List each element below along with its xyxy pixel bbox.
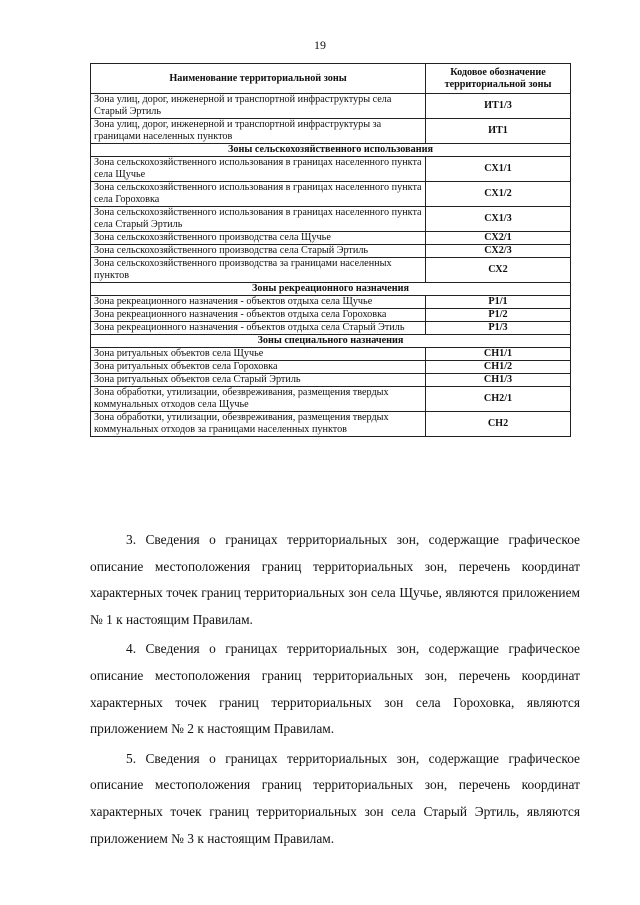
header-zone-name: Наименование территориальной зоны: [91, 64, 426, 94]
table-row: [91, 309, 571, 322]
zone-name-cell: Зона улиц, дорог, инженерной и транспортной инфраструктуры села Старый Эртиль: [91, 94, 426, 119]
table-row: [91, 245, 571, 258]
zone-name-cell: Зона рекреационного назначения - объектов отдыха села Щучье: [91, 296, 426, 309]
paragraph-4: 4. Сведения о границах территориальных зон, содержащие графическое описание местоположения границ территориальных зон, перечень координат характерных точек границ территориальных зон села Гороховка, являются приложением № 2 к настоящим Правилам.: [90, 641, 580, 737]
paragraph-3: 3. Сведения о границах территориальных зон, содержащие графическое описание местоположения границ территориальных зон, перечень координат характерных точек границ территориальных зон села Щучье, являются приложением № 1 к настоящим Правилам.: [90, 532, 580, 627]
table-section-row: [91, 283, 571, 296]
zone-name-cell: Зона сельскохозяйственного использования в границах населенного пункта села Гороховка: [91, 182, 426, 207]
territorial-zones-table: [90, 63, 571, 437]
section-title: Зоны рекреационного назначения: [91, 283, 571, 296]
zone-code-cell: Р1/2: [426, 309, 571, 322]
body-text: [90, 527, 580, 855]
section-title: Зоны сельскохозяйственного использования: [91, 144, 571, 157]
zone-name-cell: Зона ритуальных объектов села Старый Эртиль: [91, 374, 426, 387]
zone-code-cell: СН1/3: [426, 374, 571, 387]
table-row: [91, 412, 571, 437]
zone-name-cell: Зона ритуальных объектов села Щучье: [91, 348, 426, 361]
table-row: [91, 94, 571, 119]
zone-code-cell: Р1/3: [426, 322, 571, 335]
zone-name-cell: Зона ритуальных объектов села Гороховка: [91, 361, 426, 374]
table-row: [91, 322, 571, 335]
table-row: [91, 296, 571, 309]
zone-code-cell: СХ2/1: [426, 232, 571, 245]
header-zone-code: Кодовое обозначение территориальной зоны: [426, 64, 571, 94]
zone-name-cell: Зона рекреационного назначения - объектов отдыха села Старый Этиль: [91, 322, 426, 335]
table-row: [91, 232, 571, 245]
table-header-row: [91, 64, 571, 94]
zone-code-cell: СН2: [426, 412, 571, 437]
zone-name-cell: Зона рекреационного назначения - объектов отдыха села Гороховка: [91, 309, 426, 322]
page-number: 19: [314, 38, 326, 52]
zone-code-cell: СХ2/3: [426, 245, 571, 258]
zone-code-cell: ИТ1: [426, 119, 571, 144]
zone-code-cell: ИТ1/3: [426, 94, 571, 119]
section-title: Зоны специального назначения: [91, 335, 571, 348]
zone-name-cell: Зона сельскохозяйственного производства села Старый Эртиль: [91, 245, 426, 258]
zone-code-cell: СН1/2: [426, 361, 571, 374]
zone-code-cell: СХ2: [426, 258, 571, 283]
zone-code-cell: СХ1/1: [426, 157, 571, 182]
table-section-row: [91, 144, 571, 157]
zone-code-cell: СН2/1: [426, 387, 571, 412]
zone-name-cell: Зона улиц, дорог, инженерной и транспортной инфраструктуры за границами населенных пунктов: [91, 119, 426, 144]
zone-name-cell: Зона обработки, утилизации, обезвреживания, размещения твердых коммунальных отходов села Щучье: [91, 387, 426, 412]
zone-name-cell: Зона сельскохозяйственного производства за границами населенных пунктов: [91, 258, 426, 283]
table-row: [91, 157, 571, 182]
table-row: [91, 361, 571, 374]
table-row: [91, 348, 571, 361]
table-row: [91, 119, 571, 144]
zone-code-cell: Р1/1: [426, 296, 571, 309]
zone-code-cell: СН1/1: [426, 348, 571, 361]
table-row: [91, 182, 571, 207]
table-row: [91, 387, 571, 412]
table-body: [91, 94, 571, 437]
zone-name-cell: Зона обработки, утилизации, обезвреживания, размещения твердых коммунальных отходов за границами населенных пунктов: [91, 412, 426, 437]
zone-name-cell: Зона сельскохозяйственного производства села Щучье: [91, 232, 426, 245]
table-row: [91, 207, 571, 232]
zone-name-cell: Зона сельскохозяйственного использования в границах населенного пункта села Старый Эртиль: [91, 207, 426, 232]
table-row: [91, 258, 571, 283]
zone-name-cell: Зона сельскохозяйственного использования в границах населенного пункта села Щучье: [91, 157, 426, 182]
table-row: [91, 374, 571, 387]
zone-code-cell: СХ1/2: [426, 182, 571, 207]
table-section-row: [91, 335, 571, 348]
paragraph-5: 5. Сведения о границах территориальных зон, содержащие графическое описание местоположения границ территориальных зон, перечень координат характерных точек границ территориальных зон села Старый Эртиль, являются приложением № 3 к настоящим Правилам.: [90, 750, 580, 846]
zone-code-cell: СХ1/3: [426, 207, 571, 232]
